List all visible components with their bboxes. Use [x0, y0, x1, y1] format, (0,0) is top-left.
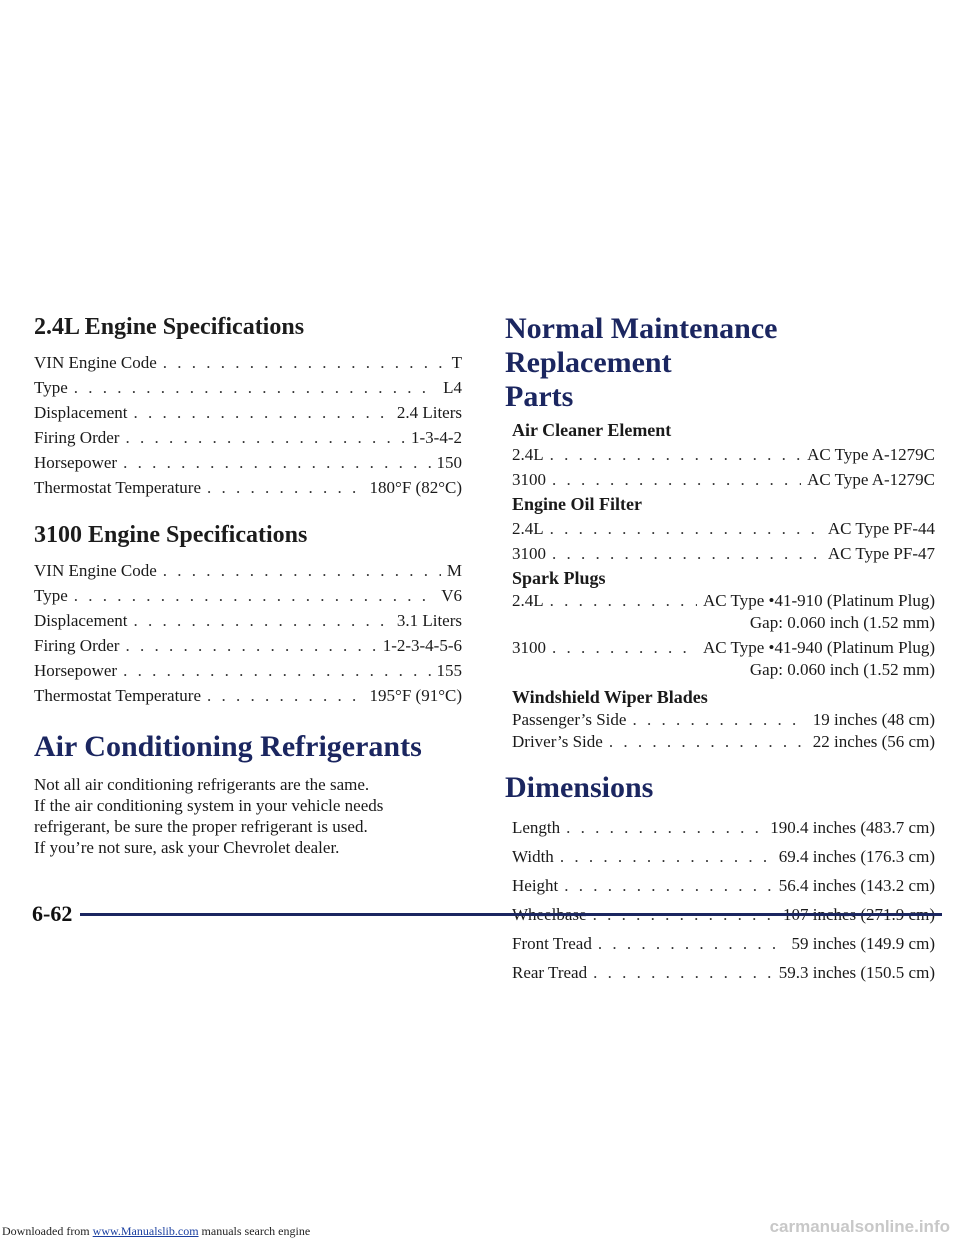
spec-row	[34, 633, 462, 658]
spec-label: 3100	[512, 544, 546, 563]
engine-24l-spec-list	[34, 350, 462, 500]
ac-refrigerants-paragraph	[34, 774, 462, 858]
spec-label: Front Tread	[512, 934, 592, 953]
spec-value: 1-3-4-2	[411, 428, 462, 447]
spec-label: Thermostat Temperature	[34, 478, 202, 497]
left-column	[34, 312, 462, 858]
spec-label: 2.4L	[512, 591, 544, 610]
maintenance-section	[505, 312, 935, 753]
spec-row	[512, 958, 935, 987]
spec-label: Driver’s Side	[512, 732, 603, 751]
spec-row	[34, 658, 462, 683]
wiper-blades-heading: Windshield Wiper Blades	[512, 687, 708, 707]
spec-label: Horsepower	[34, 661, 118, 680]
spec-value: 59 inches (149.9 cm)	[791, 934, 935, 953]
spec-value: AC Type A-1279C	[807, 470, 935, 489]
spec-label: Width	[512, 847, 554, 866]
spec-value: 22 inches (56 cm)	[812, 732, 935, 751]
page-footer	[32, 899, 942, 929]
spec-value: V6	[441, 586, 462, 605]
engine-3100-spec-list	[34, 558, 462, 708]
maintenance-title-line2: Parts	[505, 380, 574, 413]
spec-row	[34, 400, 462, 425]
maintenance-title-line1: Normal Maintenance Replacement	[505, 312, 778, 379]
spark-plugs-heading: Spark Plugs	[512, 568, 606, 588]
dimensions-section	[505, 771, 935, 987]
spec-value: 190.4 inches (483.7 cm)	[770, 818, 935, 837]
page-number: 6-62	[32, 901, 73, 926]
spec-row	[512, 871, 935, 900]
spec-row	[512, 442, 935, 467]
spec-row	[34, 350, 462, 375]
maintenance-parts-list	[512, 418, 935, 753]
spec-label: 2.4L	[512, 445, 544, 464]
spec-value: 19 inches (48 cm)	[812, 710, 935, 729]
spec-row	[512, 541, 935, 566]
spec-row	[512, 467, 935, 492]
spec-row	[512, 813, 935, 842]
banner-suffix: manuals search engine	[201, 1224, 311, 1238]
spec-row	[34, 608, 462, 633]
right-column	[505, 312, 935, 987]
spec-label: Passenger’s Side	[512, 710, 627, 729]
paragraph-line: If the air conditioning system in your vehicle needs	[34, 796, 384, 815]
banner-prefix: Downloaded from	[2, 1224, 90, 1238]
engine-24l-title: 2.4L Engine Specifications	[34, 314, 305, 340]
spec-label: 3100	[512, 470, 546, 489]
spec-label: Displacement	[34, 403, 128, 422]
paragraph-line: Not all air conditioning refrigerants are the same.	[34, 775, 370, 794]
spec-row	[34, 475, 462, 500]
dimensions-title: Dimensions	[505, 771, 654, 804]
spec-label: Firing Order	[34, 636, 120, 655]
spec-value: AC Type •41-910 (Platinum Plug)	[702, 591, 935, 610]
spec-label: Firing Order	[34, 428, 120, 447]
spec-value: 155	[436, 661, 462, 680]
spark-plug-gap: Gap: 0.060 inch (1.52 mm)	[749, 660, 935, 679]
spec-value: AC Type •41-940 (Platinum Plug)	[702, 638, 935, 657]
paragraph-line: If you’re not sure, ask your Chevrolet dealer.	[34, 838, 340, 857]
spec-row	[512, 929, 935, 958]
spec-row	[34, 558, 462, 583]
spec-value: 180°F (82°C)	[369, 478, 462, 497]
spec-value: 59.3 inches (150.5 cm)	[778, 963, 935, 982]
spec-label: Displacement	[34, 611, 128, 630]
spec-label: 3100	[512, 638, 546, 657]
ac-refrigerants-section	[34, 730, 462, 858]
spec-row	[34, 425, 462, 450]
spec-label: VIN Engine Code	[34, 353, 157, 372]
spec-value: L4	[443, 378, 462, 397]
spec-value: 69.4 inches (176.3 cm)	[778, 847, 935, 866]
spec-label: Type	[34, 586, 68, 605]
spec-label: Type	[34, 378, 68, 397]
spec-label: VIN Engine Code	[34, 561, 157, 580]
spec-row	[34, 450, 462, 475]
spec-label: Rear Tread	[512, 963, 588, 982]
spec-row	[512, 637, 935, 659]
spec-row	[34, 683, 462, 708]
manualslib-link[interactable]: www.Manualslib.com	[92, 1224, 199, 1238]
spec-row	[512, 590, 935, 612]
spark-plug-gap: Gap: 0.060 inch (1.52 mm)	[749, 613, 935, 632]
spec-row	[512, 842, 935, 871]
spec-value: T	[451, 353, 462, 372]
spec-value: 150	[436, 453, 462, 472]
air-cleaner-heading: Air Cleaner Element	[512, 420, 672, 440]
spec-value: AC Type PF-44	[827, 519, 935, 538]
spec-value: AC Type PF-47	[827, 544, 935, 563]
ac-refrigerants-title: Air Conditioning Refrigerants	[34, 730, 422, 763]
footer-rule	[80, 913, 942, 916]
spec-row	[34, 375, 462, 400]
spec-value: AC Type A-1279C	[807, 445, 935, 464]
spec-row	[512, 731, 935, 753]
spec-value: 3.1 Liters	[396, 611, 462, 630]
engine-3100-title: 3100 Engine Specifications	[34, 522, 308, 548]
spec-label: Thermostat Temperature	[34, 686, 202, 705]
spec-row	[34, 583, 462, 608]
spec-value: 56.4 inches (143.2 cm)	[778, 876, 935, 895]
spec-row	[512, 709, 935, 731]
watermark-text: carmanualsonline.info	[769, 1217, 950, 1236]
spec-value: M	[446, 561, 462, 580]
engine-3100-section	[34, 520, 462, 708]
spec-row	[512, 516, 935, 541]
spec-value: 2.4 Liters	[396, 403, 462, 422]
spec-label: Horsepower	[34, 453, 118, 472]
engine-24l-section	[34, 312, 462, 500]
spec-label: Length	[512, 818, 561, 837]
paragraph-line: refrigerant, be sure the proper refrigerant is used.	[34, 817, 368, 836]
spec-label: Height	[512, 876, 559, 895]
oil-filter-heading: Engine Oil Filter	[512, 494, 642, 514]
spec-label: 2.4L	[512, 519, 544, 538]
spec-value: 1-2-3-4-5-6	[382, 636, 462, 655]
download-banner	[2, 1224, 310, 1239]
spec-value: 195°F (91°C)	[369, 686, 462, 705]
